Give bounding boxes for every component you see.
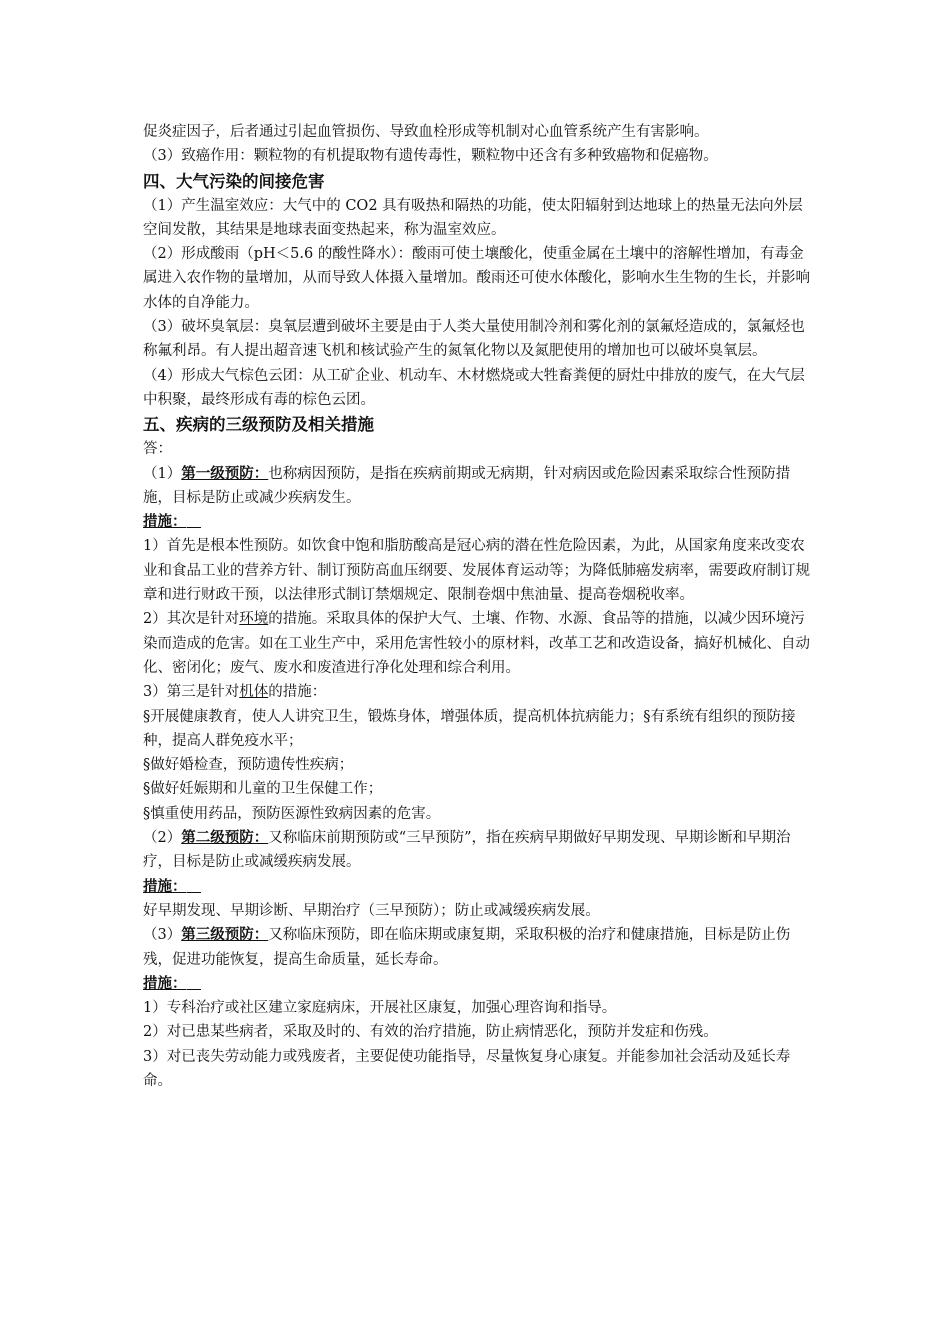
measure-2-1: 好早期发现、早期诊断、早期治疗（三早预防）；防止或减缓疾病发展。 <box>143 902 600 919</box>
bullet-item: §做好婚检查，预防遗传性疾病； <box>143 757 354 774</box>
paragraph-ozone: （3）破坏臭氧层：臭氧层遭到破坏主要是由于人类大量使用制冷剂和雾化剂的氯氟烃造成的，氯氟烃也称氟利昂。有人提出超音速飞机和核试验产生的氮氧化物以及氮肥使用的增加也可以破坏臭氧层。 <box>143 319 805 360</box>
definition-text: 也称病因预防，是指在疾病前期或无病期，针对病因或危险因素采取综合性预防措施，目标是防止或减少疾病发生。 <box>143 465 791 506</box>
answer-label: 答： <box>143 441 172 458</box>
term-primary-prevention: 第一级预防： <box>181 464 269 482</box>
term-secondary-prevention: 第二级预防： <box>181 829 269 847</box>
document-page <box>143 120 811 1093</box>
measure-3-3: 3）对已丧失劳动能力或残废者，主要促使功能指导，尽量恢复身心康复。并能参加社会活动及延长寿命。 <box>143 1048 791 1089</box>
measures-label-1: 措施： <box>143 510 811 534</box>
paragraph-carcinogenic: （3）致癌作用：颗粒物的有机提取物有遗传毒性，颗粒物中还含有多种致癌物和促癌物。 <box>143 148 718 165</box>
bullet-item: §做好妊娠期和儿童的卫生保健工作； <box>143 781 383 798</box>
bullet-item: §开展健康教育，使人人讲究卫生，锻炼身体，增强体质，提高机体抗病能力；§有系统有组织的预防接种，提高人群免疫水平； <box>143 708 796 749</box>
measures-label-3: 措施： <box>143 972 811 996</box>
paragraph-primary-prevention <box>143 462 811 511</box>
measure-1-3: 3）第三是针对机体的措施： <box>143 684 327 701</box>
paragraph-greenhouse: （1）产生温室效应：大气中的 CO2 具有吸热和隔热的功能，使太阳辐射到达地球上的热量无法向外层空间发散，其结果是地球表面变热起来，称为温室效应。 <box>143 197 803 238</box>
paragraph-secondary-prevention <box>143 826 811 875</box>
term-tertiary-prevention: 第三级预防： <box>181 926 269 944</box>
underlined-body: 机体 <box>239 684 269 701</box>
bullet-item: §慎重使用药品，预防医源性致病因素的危害。 <box>143 805 441 822</box>
underlined-environment: 环境 <box>239 611 269 628</box>
section-heading-5: 五、疾病的三级预防及相关措施 <box>143 415 374 435</box>
item-number: （1） <box>143 465 182 482</box>
measure-3-2: 2）对已患某些病者，采取及时的、有效的治疗措施，防止病情恶化，预防并发症和伤残。 <box>143 1024 718 1041</box>
measures-label-2: 措施： <box>143 875 811 899</box>
paragraph-brown-cloud: （4）形成大气棕色云团：从工矿企业、机动车、木材燃烧或大牲畜粪便的厨灶中排放的废气，在大气层中积聚，最终形成有毒的棕色云团。 <box>143 367 805 408</box>
item-number: （3） <box>143 927 182 944</box>
definition-text: 又称临床前期预防或“三早预防”，指在疾病早期做好早期发现、早期诊断和早期治疗，目标是防止或减缓疾病发展。 <box>143 830 791 871</box>
measure-3-1: 1）专科治疗或社区建立家庭病床，开展社区康复，加强心理咨询和指导。 <box>143 1000 617 1017</box>
section-heading-4: 四、大气污染的间接危害 <box>143 171 325 191</box>
paragraph-tertiary-prevention <box>143 923 811 972</box>
paragraph-acid-rain: （2）形成酸雨（pH＜5.6 的酸性降水）：酸雨可使土壤酸化，使重金属在土壤中的溶解性增加，有毒金属进入农作物的量增加，从而导致人体摄入量增加。酸雨还可使水体酸化，影响水生生物的生长，并影响水体的自净能力。 <box>143 246 810 311</box>
item-number: （2） <box>143 830 182 847</box>
definition-text: 又称临床预防，即在临床期或康复期，采取积极的治疗和健康措施，目标是防止伤残，促进功能恢复，提高生命质量，延长寿命。 <box>143 927 791 968</box>
paragraph-continuation: 促炎症因子，后者通过引起血管损伤、导致血栓形成等机制对心血管系统产生有害影响。 <box>143 124 709 140</box>
measure-1-2: 2）其次是针对环境的措施。采取具体的保护大气、土壤、作物、水源、食品等的措施，以减少因环境污染而造成的危害。如在工业生产中，采用危害性较小的原材料，改革工艺和改造设备，搞好机械化、自动化、密闭化；废气、废水和废渣进行净化处理和综合利用。 <box>143 611 810 676</box>
measure-1-1: 1）首先是根本性预防。如饮食中饱和脂肪酸高是冠心病的潜在性危险因素，为此，从国家角度来改变农业和食品工业的营养方针、制订预防高血压纲要、发展体育运动等；为降低肺癌发病率，需要政府制订规章和进行财政干预，以法律形式制订禁烟规定、限制卷烟中焦油量、提高卷烟税收率。 <box>143 538 810 604</box>
